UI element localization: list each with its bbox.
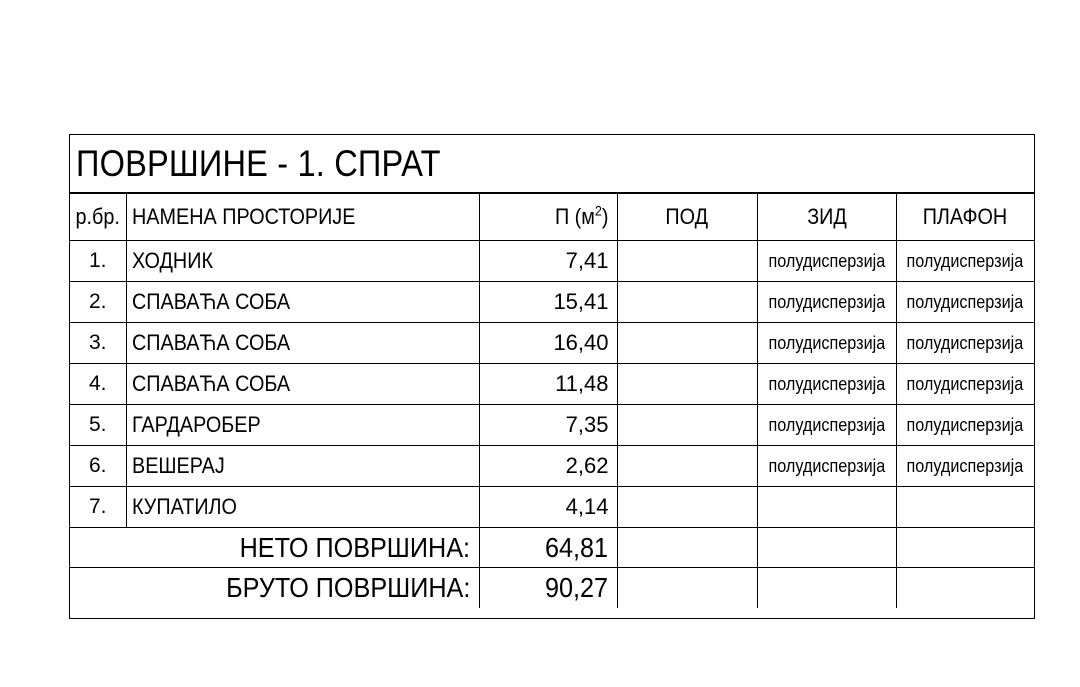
row-name [126, 364, 479, 405]
row-name-text: СПАВАЋА СОБА [131, 330, 290, 355]
table-title-text: ПОВРШИНЕ - 1. СПРАТ [76, 143, 441, 184]
gross-area-ceiling-empty [896, 568, 1034, 608]
row-wall [757, 241, 896, 282]
header-wall [757, 194, 896, 241]
row-name [126, 405, 479, 446]
row-wall-text: полудисперзија [768, 250, 885, 271]
row-name [126, 282, 479, 323]
row-no: 6. [70, 446, 126, 487]
row-area: 11,48 [479, 364, 617, 405]
table-row [70, 364, 1034, 405]
net-area-value-text: 64,81 [545, 531, 609, 563]
rooms-table [70, 193, 1034, 608]
gross-area-label [70, 568, 479, 608]
gross-area-row [70, 568, 1034, 608]
row-name [126, 446, 479, 487]
row-ceiling [896, 323, 1034, 364]
row-floor [617, 364, 757, 405]
row-area: 15,41 [479, 282, 617, 323]
row-name [126, 487, 479, 528]
row-no: 2. [70, 282, 126, 323]
net-area-label [70, 528, 479, 568]
table-title [70, 135, 1034, 193]
row-name-text: СПАВАЋА СОБА [131, 371, 290, 396]
table-row [70, 487, 1034, 528]
row-area: 7,35 [479, 405, 617, 446]
row-wall [757, 364, 896, 405]
table-row [70, 282, 1034, 323]
row-name [126, 323, 479, 364]
gross-area-wall-empty [757, 568, 896, 608]
row-area: 7,41 [479, 241, 617, 282]
header-area-close: ) [601, 204, 609, 229]
row-ceiling [896, 405, 1034, 446]
net-area-ceiling-empty [896, 528, 1034, 568]
row-name-text: ВЕШЕРАЈ [131, 453, 225, 478]
row-no: 7. [70, 487, 126, 528]
gross-area-value [479, 568, 617, 608]
row-no: 4. [70, 364, 126, 405]
row-wall-text: полудисперзија [768, 332, 885, 353]
row-no: 1. [70, 241, 126, 282]
row-area: 16,40 [479, 323, 617, 364]
header-area-label: П (м [554, 204, 595, 229]
header-area-text [555, 204, 609, 230]
row-wall [757, 446, 896, 487]
row-ceiling [896, 282, 1034, 323]
row-ceiling [896, 241, 1034, 282]
header-ceiling [896, 194, 1034, 241]
row-wall-text: полудисперзија [768, 373, 885, 394]
row-name-text: СПАВАЋА СОБА [131, 289, 290, 314]
header-no [70, 194, 126, 241]
row-wall-text: полудисперзија [768, 291, 885, 312]
row-wall [757, 487, 896, 528]
table-row [70, 241, 1034, 282]
row-wall [757, 323, 896, 364]
row-ceiling-text: полудисперзија [906, 250, 1024, 271]
header-area [479, 194, 617, 241]
row-wall [757, 405, 896, 446]
net-area-wall-empty [757, 528, 896, 568]
row-ceiling-text: полудисперзија [906, 455, 1024, 476]
row-ceiling-text: полудисперзија [906, 291, 1024, 312]
row-name-text: ХОДНИК [131, 248, 213, 273]
row-floor [617, 241, 757, 282]
row-no: 5. [70, 405, 126, 446]
row-area: 2,62 [479, 446, 617, 487]
header-name [126, 194, 479, 241]
net-area-value [479, 528, 617, 568]
row-ceiling-text: полудисперзија [906, 414, 1024, 435]
row-wall [757, 282, 896, 323]
row-ceiling [896, 446, 1034, 487]
row-wall-text: полудисперзија [768, 414, 885, 435]
gross-area-label-text: БРУТО ПОВРШИНА: [226, 571, 471, 603]
row-floor [617, 405, 757, 446]
header-wall-text: ЗИД [806, 204, 847, 229]
table-row [70, 323, 1034, 364]
header-name-text: НАМЕНА ПРОСТОРИЈЕ [131, 204, 355, 229]
header-ceiling-text: ПЛАФОН [922, 204, 1008, 229]
row-floor [617, 282, 757, 323]
header-floor [617, 194, 757, 241]
row-floor [617, 487, 757, 528]
net-area-floor-empty [617, 528, 757, 568]
row-name-text: ГАРДАРОБЕР [131, 412, 261, 437]
row-floor [617, 323, 757, 364]
header-no-text: р.бр. [75, 204, 120, 229]
header-row [70, 194, 1034, 241]
row-ceiling [896, 487, 1034, 528]
row-ceiling-text: полудисперзија [906, 373, 1024, 394]
row-floor [617, 446, 757, 487]
table-row [70, 446, 1034, 487]
row-name [126, 241, 479, 282]
row-area: 4,14 [479, 487, 617, 528]
net-area-row [70, 528, 1034, 568]
area-schedule-table [69, 134, 1035, 619]
gross-area-value-text: 90,27 [545, 571, 609, 603]
row-wall-text: полудисперзија [768, 455, 885, 476]
net-area-label-text: НЕТО ПОВРШИНА: [240, 531, 471, 563]
row-name-text: КУПАТИЛО [131, 494, 237, 519]
row-ceiling [896, 364, 1034, 405]
header-floor-text: ПОД [665, 204, 709, 229]
gross-area-floor-empty [617, 568, 757, 608]
row-no: 3. [70, 323, 126, 364]
header-area-sup: 2 [594, 202, 602, 219]
table-row [70, 405, 1034, 446]
row-ceiling-text: полудисперзија [906, 332, 1024, 353]
